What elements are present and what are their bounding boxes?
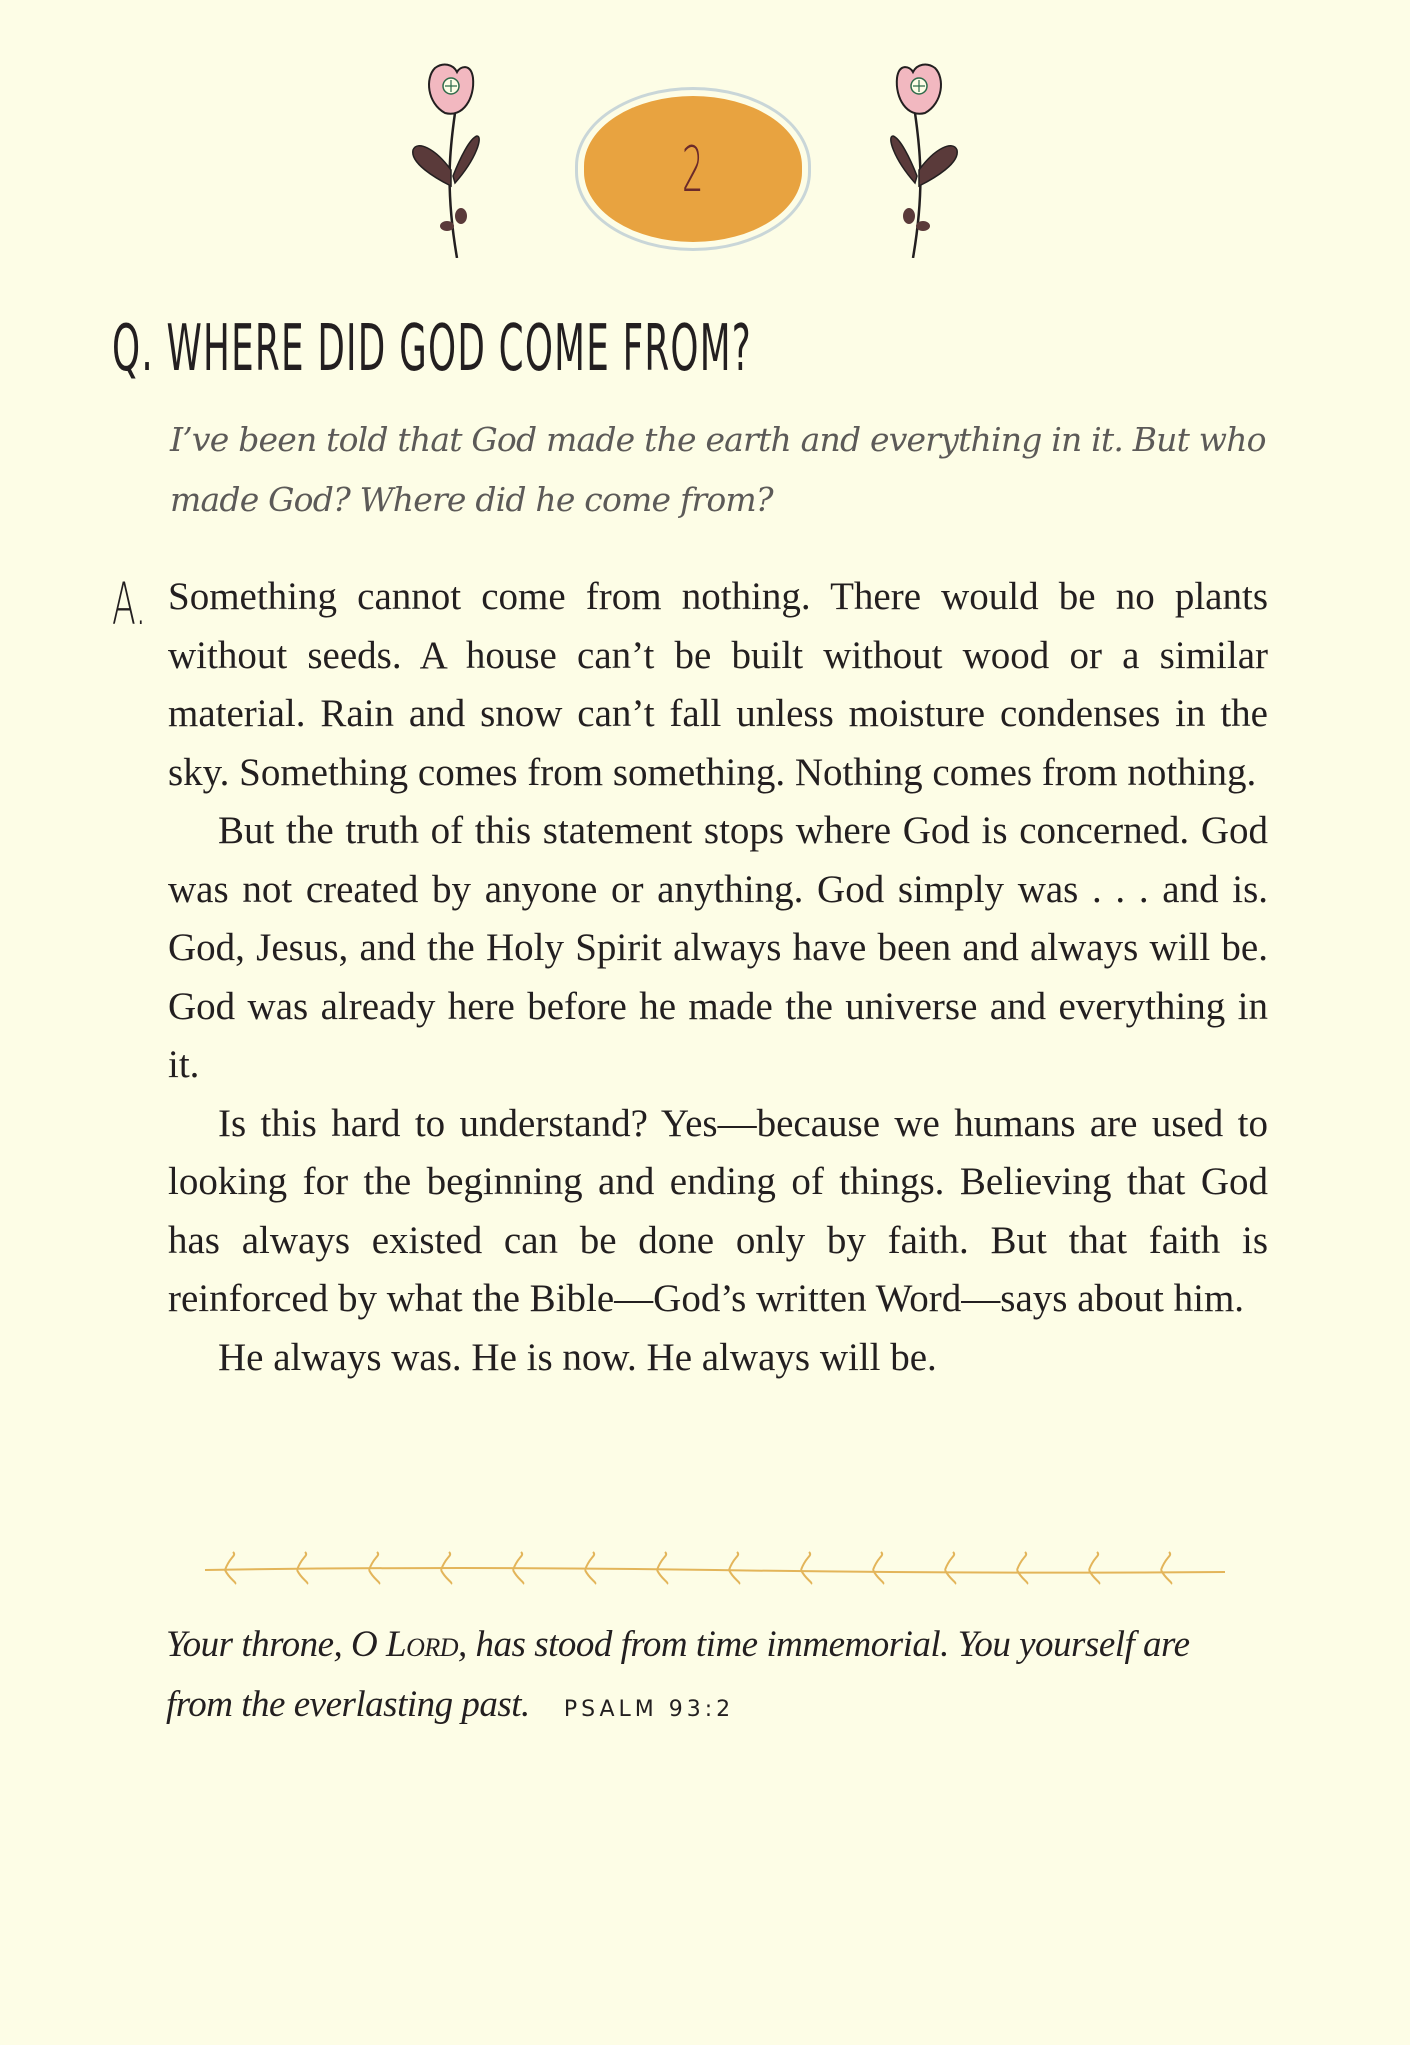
flower-icon	[875, 58, 965, 258]
verse-text-start: Your throne, O	[166, 1624, 387, 1665]
answer-paragraph: Something cannot come from nothing. There would be no plants without seeds. A house can’t be built without wood or a similar material. Rain and snow can’t fall unless moisture condenses in the sky. Something comes from something. Nothing comes from nothing.	[168, 575, 1268, 794]
question-title: Q. WHERE DID GOD COME FROM?	[112, 312, 752, 386]
verse-text-end: , has stood from time immemorial. You yourself are from the everlasting past.	[166, 1624, 1190, 1725]
verse-reference: PSALM 93:2	[563, 1697, 735, 1722]
chapter-header	[0, 30, 1410, 250]
chapter-number-badge	[584, 96, 802, 242]
answer-paragraph: He always was. He is now. He always will be.	[218, 1335, 937, 1379]
answer-body	[168, 568, 1268, 1387]
verse-lord: Lord	[386, 1624, 459, 1665]
answer-letter: A.	[112, 570, 147, 638]
answer-paragraph: But the truth of this statement stops where God is concerned. God was not created by anyone or anything. God simply was . . . and is. God, Jesus, and the Holy Spirit always have been and always will be. God was already here before he made the universe and everything in it.	[168, 809, 1268, 1086]
flower-icon	[405, 58, 495, 258]
chapter-number: 2	[682, 132, 704, 206]
question-text: I’ve been told that God made the earth and everything in it. But who made God? Where did he come from?	[170, 420, 1266, 519]
vine-divider-icon	[200, 1548, 1230, 1588]
answer-paragraph: Is this hard to understand? Yes—because we humans are used to looking for the beginning and ending of things. Believing that God has always existed can be done only by faith. But that faith is reinforced by what the Bible—God’s written Word—says about him.	[168, 1101, 1268, 1320]
bible-verse	[166, 1615, 1216, 1740]
